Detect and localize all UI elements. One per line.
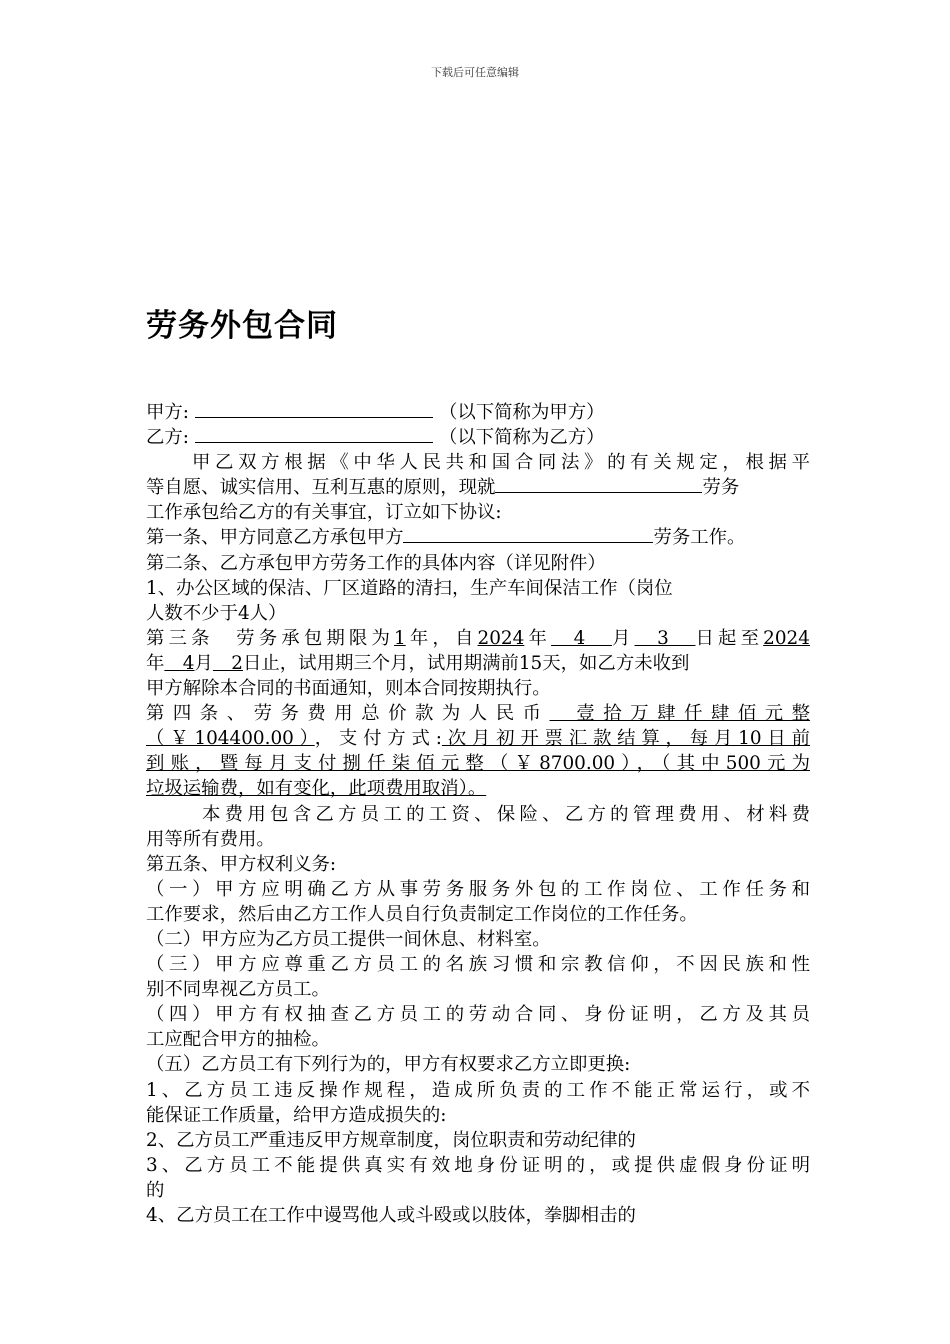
payment-label: ，支付方式: <box>314 728 442 750</box>
article-3-text: 年 <box>524 627 552 649</box>
article-3-text: 月 <box>194 652 213 674</box>
article-1 <box>146 525 810 550</box>
article-3-text: 年，自 <box>405 627 478 649</box>
amount-in-words: 壹拾万肆仟肆佰元整 <box>549 703 810 725</box>
article-3-text: 月 <box>611 627 635 649</box>
fee-note-line-2: 用等所有费用。 <box>146 828 275 850</box>
amount-number: （￥104400.00） <box>146 728 315 750</box>
article-4-text: 第四条、劳务费用总价款为人民币 <box>146 703 550 725</box>
article-3-text: 日止，试用期三个月，试用期满前15天，如乙方未收到 <box>243 652 690 674</box>
article-3-text: 年 <box>146 652 165 674</box>
start-year: 2024 <box>477 627 525 649</box>
article-2: 第二条、乙方承包甲方劳务工作的具体内容（详见附件） <box>146 552 606 574</box>
intro-line-2-end: 劳务 <box>702 477 740 499</box>
fee-note-line-1: 本费用包含乙方员工的工资、保险、乙方的管理费用、材料费 <box>202 803 810 825</box>
article-5-item-4-line-2: 工应配合甲方的抽检。 <box>146 1029 330 1051</box>
article-5-heading: 第五条、甲方权利义务: <box>146 853 337 875</box>
party-a-blank <box>195 400 433 418</box>
party-b-line <box>146 425 810 450</box>
article-5-item-1-line-2: 工作要求，然后由乙方工作人员自行负责制定工作岗位的工作任务。 <box>146 903 698 925</box>
document-title: 劳务外包合同 <box>146 308 338 344</box>
sub-item-4: 4、乙方员工在工作中谩骂他人或斗殴或以肢体，拳脚相击的 <box>146 1205 636 1226</box>
party-a-note: （以下简称为甲方） <box>438 402 605 423</box>
intro-blank <box>495 475 702 493</box>
sub-item-1-line-1: 1、乙方员工违反操作规程，造成所负责的工作不能正常运行，或不 <box>146 1079 810 1101</box>
payment-method: 次月初开票汇款结算，每月10日前 <box>441 728 810 750</box>
start-day: 3 <box>634 627 696 649</box>
article-4-line-1 <box>146 701 810 726</box>
article-5-item-4-line-1: （四）甲方有权抽查乙方员工的劳动合同、身份证明，乙方及其员 <box>146 1004 810 1026</box>
party-a-label: 甲方: <box>146 402 189 423</box>
article-4-text: 垃圾运输费，如有变化，此项费用取消）。 <box>146 778 487 800</box>
sub-item-1-line-2: 能保证工作质量，给甲方造成损失的: <box>146 1104 447 1126</box>
page-header: 下载后可任意编辑 <box>431 66 519 79</box>
article-4-line-3 <box>146 751 810 776</box>
term-years: 1 <box>394 627 406 649</box>
end-month: 4 <box>164 652 195 674</box>
start-month: 4 <box>551 627 612 649</box>
article-4-line-2 <box>146 726 810 751</box>
intro-line-2 <box>146 475 810 500</box>
sub-item-3-line-1: 3、乙方员工不能提供真实有效地身份证明的，或提供虚假身份证明 <box>146 1154 810 1176</box>
party-a-line <box>146 400 810 425</box>
article-4-text: 到账，暨每月支付 <box>146 753 343 775</box>
article-3-text: 第三条 劳务承包期限为 <box>146 627 395 649</box>
intro-line-2-text: 等自愿、诚实信用、互利互惠的原则，现就 <box>146 477 496 499</box>
sub-item-2: 2、乙方员工严重违反甲方规章制度，岗位职责和劳动纪律的 <box>146 1129 636 1151</box>
sub-item-3-line-2: 的 <box>146 1179 165 1201</box>
party-b-blank <box>195 425 433 443</box>
intro-line-1: 甲乙双方根据《中华人民共和国合同法》的有关规定，根据平 <box>192 452 810 474</box>
article-1-blank <box>403 525 653 543</box>
end-year: 2024 <box>763 627 810 649</box>
article-1-end: 劳务工作。 <box>653 527 746 549</box>
article-5-item-3-line-2: 别不同卑视乙方员工。 <box>146 979 330 1001</box>
article-3-text: 日起至 <box>695 627 764 649</box>
contract-body <box>146 400 810 1228</box>
article-2-item-line-2: 人数不少于4人） <box>146 602 287 624</box>
end-day: 2 <box>212 652 243 674</box>
article-5-item-5: （五）乙方员工有下列行为的，甲方有权要求乙方立即更换: <box>146 1054 631 1076</box>
intro-line-3: 工作承包给乙方的有关事宜，订立如下协议: <box>146 502 502 524</box>
article-5-item-3-line-1: （三）甲方应尊重乙方员工的名族习惯和宗教信仰，不因民族和性 <box>146 954 810 976</box>
monthly-payment: 捌仟柒佰元整（￥8700.00），（其中500元为 <box>342 753 810 775</box>
party-b-note: （以下简称为乙方） <box>438 427 605 449</box>
article-5-item-1-line-1: （一）甲方应明确乙方从事劳务服务外包的工作岗位、工作任务和 <box>146 878 810 900</box>
article-4-line-4 <box>146 776 810 801</box>
article-1-text: 第一条、甲方同意乙方承包甲方 <box>146 527 404 549</box>
article-3-line-3: 甲方解除本合同的书面通知，则本合同按期执行。 <box>146 678 551 700</box>
article-2-item-line-1: 1、办公区域的保洁、厂区道路的清扫，生产车间保洁工作（岗位 <box>146 577 673 599</box>
article-3-line-1 <box>146 626 810 651</box>
article-5-item-2: （二）甲方应为乙方员工提供一间休息、材料室。 <box>146 928 551 950</box>
party-b-label: 乙方: <box>146 427 189 449</box>
article-3-line-2 <box>146 651 810 676</box>
